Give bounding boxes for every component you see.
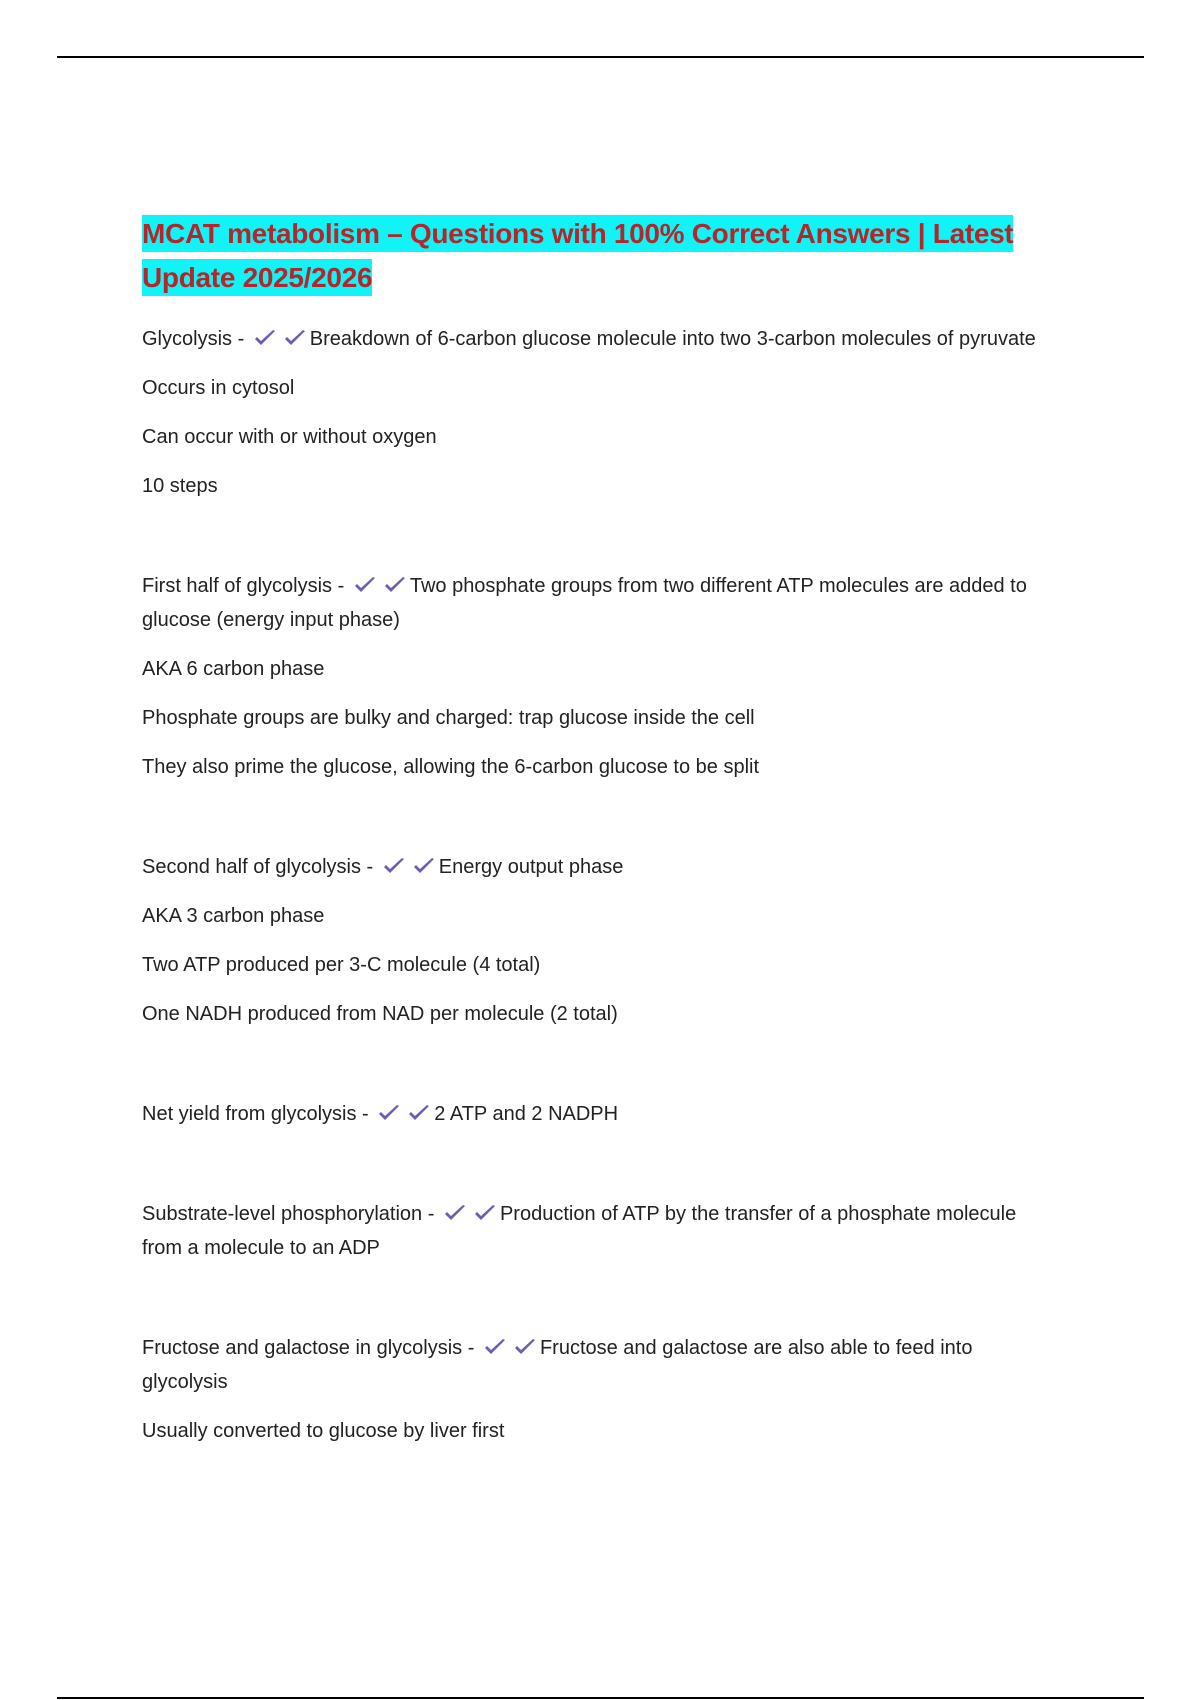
- qa-line: [142, 1197, 1042, 1265]
- qa-line: [142, 569, 1042, 637]
- qa-term: Fructose and galactose in glycolysis -: [142, 1337, 475, 1359]
- qa-term: Glycolysis -: [142, 328, 245, 350]
- qa-note: Occurs in cytosol: [142, 377, 295, 399]
- checkmark-icon: [473, 1203, 497, 1223]
- qa-entry: [142, 322, 1042, 503]
- qa-term: Net yield from glycolysis -: [142, 1103, 369, 1125]
- entry-spacer: [142, 1131, 1042, 1197]
- qa-line: [142, 1331, 1042, 1399]
- qa-term: First half of glycolysis -: [142, 575, 345, 597]
- qa-note: Two ATP produced per 3-C molecule (4 total): [142, 954, 541, 976]
- qa-entry: [142, 1197, 1042, 1265]
- qa-note: Usually converted to glucose by liver first: [142, 1420, 505, 1442]
- qa-list: [142, 322, 1042, 1448]
- qa-line: [142, 1097, 1042, 1131]
- footer-rule: [57, 1697, 1144, 1699]
- entry-spacer: [142, 1265, 1042, 1331]
- qa-line: [142, 850, 1042, 884]
- qa-term: Substrate-level phosphorylation -: [142, 1203, 435, 1225]
- checkmark-icon: [283, 328, 307, 348]
- qa-entry: [142, 850, 1042, 1031]
- checkmark-icon: [353, 575, 377, 595]
- qa-note: Phosphate groups are bulky and charged: trap glucose inside the cell: [142, 707, 755, 729]
- qa-note: They also prime the glucose, allowing the 6-carbon glucose to be split: [142, 756, 760, 778]
- qa-answer: Two phosphate groups from two different ATP molecules are added to glucose (energy input phase): [142, 575, 1027, 631]
- checkmark-icon: [377, 1103, 401, 1123]
- entry-spacer: [142, 503, 1042, 569]
- checkmark-icon: [483, 1337, 507, 1357]
- document-title: [142, 212, 1042, 300]
- entry-spacer: [142, 784, 1042, 850]
- qa-term: Second half of glycolysis -: [142, 856, 374, 878]
- document-title-highlight: MCAT metabolism – Questions with 100% Correct Answers | Latest Update 2025/2026: [142, 215, 1013, 296]
- header-rule: [57, 56, 1144, 58]
- entry-spacer: [142, 1031, 1042, 1097]
- qa-answer: Fructose and galactose are also able to feed into glycolysis: [142, 1337, 973, 1393]
- qa-note: Can occur with or without oxygen: [142, 426, 437, 448]
- checkmark-icon: [382, 856, 406, 876]
- qa-note: AKA 3 carbon phase: [142, 905, 325, 927]
- qa-answer: 2 ATP and 2 NADPH: [434, 1103, 619, 1125]
- qa-note: One NADH produced from NAD per molecule (2 total): [142, 1003, 618, 1025]
- qa-entry: [142, 1331, 1042, 1448]
- qa-note: AKA 6 carbon phase: [142, 658, 325, 680]
- checkmark-icon: [383, 575, 407, 595]
- document-body: [142, 212, 1042, 1448]
- checkmark-icon: [412, 856, 436, 876]
- qa-line: [142, 322, 1042, 356]
- qa-entry: [142, 569, 1042, 784]
- checkmark-icon: [513, 1337, 537, 1357]
- checkmark-icon: [407, 1103, 431, 1123]
- qa-answer: Breakdown of 6-carbon glucose molecule into two 3-carbon molecules of pyruvate: [309, 328, 1036, 350]
- checkmark-icon: [253, 328, 277, 348]
- qa-answer: Production of ATP by the transfer of a phosphate molecule from a molecule to an ADP: [142, 1203, 1017, 1259]
- qa-answer: Energy output phase: [438, 856, 624, 878]
- checkmark-icon: [443, 1203, 467, 1223]
- qa-entry: [142, 1097, 1042, 1131]
- qa-note: 10 steps: [142, 475, 218, 497]
